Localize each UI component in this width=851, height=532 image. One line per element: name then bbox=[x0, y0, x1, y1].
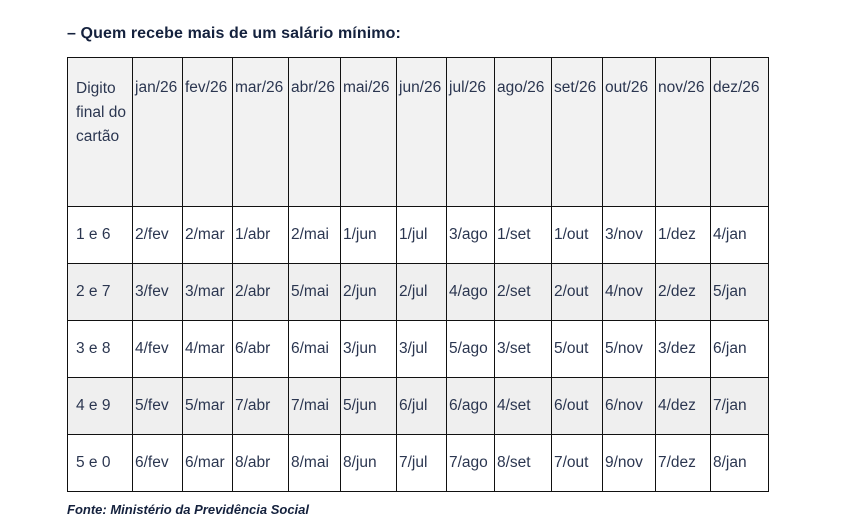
table-cell: 4/jan bbox=[711, 207, 769, 264]
table-cell: 7/abr bbox=[233, 378, 289, 435]
table-cell: 7/mai bbox=[289, 378, 341, 435]
table-cell: 2/mar bbox=[183, 207, 233, 264]
table-cell: 7/jul bbox=[397, 435, 447, 492]
table-cell: 2/dez bbox=[656, 264, 711, 321]
table-cell: 8/set bbox=[495, 435, 552, 492]
column-header-month: fev/26 bbox=[183, 58, 233, 207]
table-cell: 5/nov bbox=[603, 321, 656, 378]
table-cell: 2/fev bbox=[133, 207, 183, 264]
table-cell: 8/mai bbox=[289, 435, 341, 492]
table-cell: 6/out bbox=[552, 378, 603, 435]
column-header-month: jul/26 bbox=[447, 58, 495, 207]
row-label-digits: 5 e 0 bbox=[68, 435, 133, 492]
column-header-month: jun/26 bbox=[397, 58, 447, 207]
source-caption: Fonte: Ministério da Previdência Social bbox=[67, 502, 310, 517]
table-cell: 1/jun bbox=[341, 207, 397, 264]
table-cell: 1/out bbox=[552, 207, 603, 264]
column-header-month: mar/26 bbox=[233, 58, 289, 207]
table-cell: 1/jul bbox=[397, 207, 447, 264]
table-cell: 3/mar bbox=[183, 264, 233, 321]
table-cell: 6/abr bbox=[233, 321, 289, 378]
table-cell: 4/fev bbox=[133, 321, 183, 378]
table-cell: 2/jun bbox=[341, 264, 397, 321]
column-header-month: mai/26 bbox=[341, 58, 397, 207]
table-row bbox=[68, 321, 769, 378]
table-cell: 5/jan bbox=[711, 264, 769, 321]
row-label-digits: 3 e 8 bbox=[68, 321, 133, 378]
table-cell: 8/jan bbox=[711, 435, 769, 492]
column-header-digit: Digito final do cartão bbox=[68, 58, 133, 207]
table-cell: 6/mai bbox=[289, 321, 341, 378]
table-cell: 5/mai bbox=[289, 264, 341, 321]
table-cell: 2/out bbox=[552, 264, 603, 321]
table-cell: 4/ago bbox=[447, 264, 495, 321]
table-cell: 5/jun bbox=[341, 378, 397, 435]
table-row bbox=[68, 435, 769, 492]
table-cell: 7/jan bbox=[711, 378, 769, 435]
table-row bbox=[68, 207, 769, 264]
table-cell: 1/abr bbox=[233, 207, 289, 264]
column-header-month: out/26 bbox=[603, 58, 656, 207]
table-cell: 4/mar bbox=[183, 321, 233, 378]
table-cell: 1/set bbox=[495, 207, 552, 264]
table-cell: 6/ago bbox=[447, 378, 495, 435]
table-cell: 2/abr bbox=[233, 264, 289, 321]
table-cell: 4/nov bbox=[603, 264, 656, 321]
table-header-row bbox=[68, 58, 769, 207]
table-cell: 3/jul bbox=[397, 321, 447, 378]
column-header-month: jan/26 bbox=[133, 58, 183, 207]
table-cell: 2/jul bbox=[397, 264, 447, 321]
table-cell: 6/jan bbox=[711, 321, 769, 378]
payment-schedule-table bbox=[67, 57, 769, 492]
table-cell: 5/ago bbox=[447, 321, 495, 378]
table-cell: 2/set bbox=[495, 264, 552, 321]
table-cell: 8/jun bbox=[341, 435, 397, 492]
table-cell: 8/abr bbox=[233, 435, 289, 492]
table-cell: 3/fev bbox=[133, 264, 183, 321]
table-cell: 2/mai bbox=[289, 207, 341, 264]
column-header-month: nov/26 bbox=[656, 58, 711, 207]
table-cell: 7/out bbox=[552, 435, 603, 492]
row-label-digits: 4 e 9 bbox=[68, 378, 133, 435]
table-cell: 3/nov bbox=[603, 207, 656, 264]
table-cell: 7/ago bbox=[447, 435, 495, 492]
section-title: – Quem recebe mais de um salário mínimo: bbox=[67, 25, 401, 42]
column-header-month: dez/26 bbox=[711, 58, 769, 207]
table-cell: 3/set bbox=[495, 321, 552, 378]
table-cell: 5/mar bbox=[183, 378, 233, 435]
column-header-month: ago/26 bbox=[495, 58, 552, 207]
table-cell: 4/dez bbox=[656, 378, 711, 435]
table-row bbox=[68, 264, 769, 321]
table-cell: 9/nov bbox=[603, 435, 656, 492]
table-cell: 6/fev bbox=[133, 435, 183, 492]
table-cell: 3/ago bbox=[447, 207, 495, 264]
table-cell: 7/dez bbox=[656, 435, 711, 492]
column-header-month: set/26 bbox=[552, 58, 603, 207]
table-cell: 3/jun bbox=[341, 321, 397, 378]
row-label-digits: 1 e 6 bbox=[68, 207, 133, 264]
table-row bbox=[68, 378, 769, 435]
column-header-month: abr/26 bbox=[289, 58, 341, 207]
table-cell: 6/mar bbox=[183, 435, 233, 492]
table-cell: 4/set bbox=[495, 378, 552, 435]
table-cell: 5/fev bbox=[133, 378, 183, 435]
table-cell: 6/jul bbox=[397, 378, 447, 435]
table-cell: 3/dez bbox=[656, 321, 711, 378]
table-cell: 6/nov bbox=[603, 378, 656, 435]
table-cell: 5/out bbox=[552, 321, 603, 378]
row-label-digits: 2 e 7 bbox=[68, 264, 133, 321]
table-cell: 1/dez bbox=[656, 207, 711, 264]
